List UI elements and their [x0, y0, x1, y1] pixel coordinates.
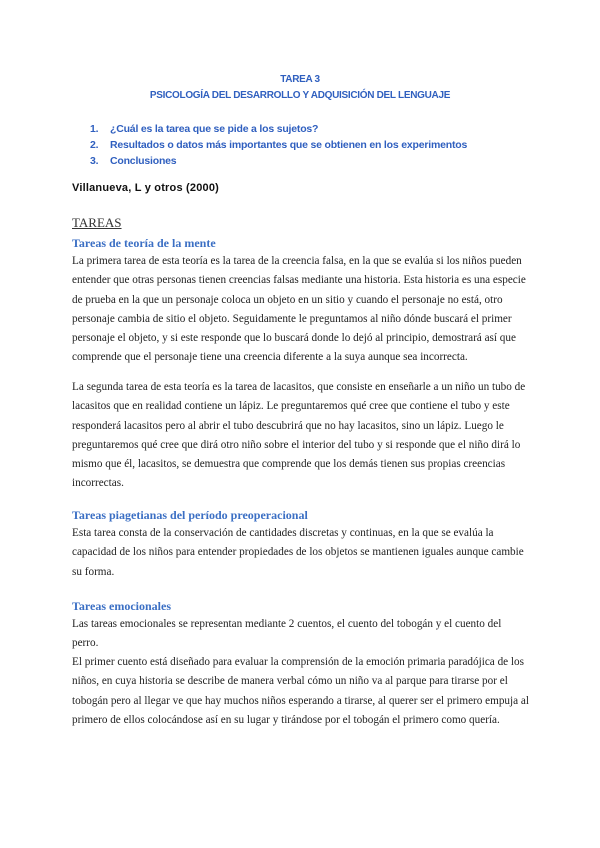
paragraph-teoria-1: La primera tarea de esta teoría es la tarea de la creencia falsa, en la que se evalúa si los niños pueden entender que otras personas tienen creencias falsas mediante una historia. Esta historia es una especie de prueba en la que un personaje coloca un objeto en un sitio y cuando el personaje no está, otro personaje cambia de sitio el objeto. Seguidamente le preguntamos al niño dónde buscará el primer personaje el objeto, y si este responde que lo buscará donde lo dejó al principio, demostrará así que comprende que el personaje tiene una creencia diferente a la suya aunque sea incorrecta.	[72, 255, 526, 364]
author-reference: Villanueva, L y otros (2000)	[72, 182, 220, 194]
section-title: TAREAS	[72, 215, 122, 230]
list-text: Conclusiones	[110, 155, 177, 167]
list-item	[90, 121, 467, 137]
list-text: ¿Cuál es la tarea que se pide a los sujetos?	[110, 123, 319, 135]
paragraph-emocionales-2: El primer cuento está diseñado para evaluar la comprensión de la emoción primaria paradójica de los niños, en cuya historia se describe de manera verbal cómo un niño va al parque para tirarse por el tobogán pero al llegar ve que hay muchos niños esperando a tirarse, al querer ser el primero empuja al primero de ellos colocándose así en su lugar y tirándose por el tobogán el primero como quería.	[72, 656, 529, 726]
list-number: 2.	[90, 139, 99, 151]
task-title: TAREA 3	[280, 74, 320, 85]
heading-teoria-mente: Tareas de teoría de la mente	[72, 236, 216, 250]
list-number: 1.	[90, 123, 99, 135]
list-number: 3.	[90, 155, 99, 167]
paragraph-teoria-2: La segunda tarea de esta teoría es la tarea de lacasitos, que consiste en enseñarle a un niño un tubo de lacasitos que en realidad contiene un lápiz. Le preguntaremos qué cree que contiene el tubo y este responderá lacasitos pero al abrir el tubo descubrirá que no hay lacasitos, sino un lápiz. Luego le preguntaremos qué cree que dirá otro niño sobre el interior del tubo y si responde que el niño dirá lo mismo que él, lacasitos, se demuestra que comprende que los demás tienen sus propias creencias incorrectas.	[72, 381, 526, 490]
paragraph-piagetianas: Esta tarea consta de la conservación de cantidades discretas y continuas, en la que se evalúa la capacidad de los niños para entender propiedades de los objetos se mantienen iguales aunque cambie su forma.	[72, 527, 524, 578]
list-item	[90, 153, 467, 169]
heading-piagetianas: Tareas piagetianas del período preoperacional	[72, 508, 308, 522]
heading-emocionales: Tareas emocionales	[72, 599, 171, 613]
paragraph-emocionales-1: Las tareas emocionales se representan mediante 2 cuentos, el cuento del tobogán y el cuento del perro.	[72, 618, 502, 650]
list-text: Resultados o datos más importantes que se obtienen en los experimentos	[110, 139, 468, 151]
questions-list	[90, 121, 467, 169]
list-item	[90, 137, 467, 153]
subject-title: PSICOLOGÍA DEL DESARROLLO Y ADQUISICIÓN DEL LENGUAJE	[149, 90, 451, 101]
